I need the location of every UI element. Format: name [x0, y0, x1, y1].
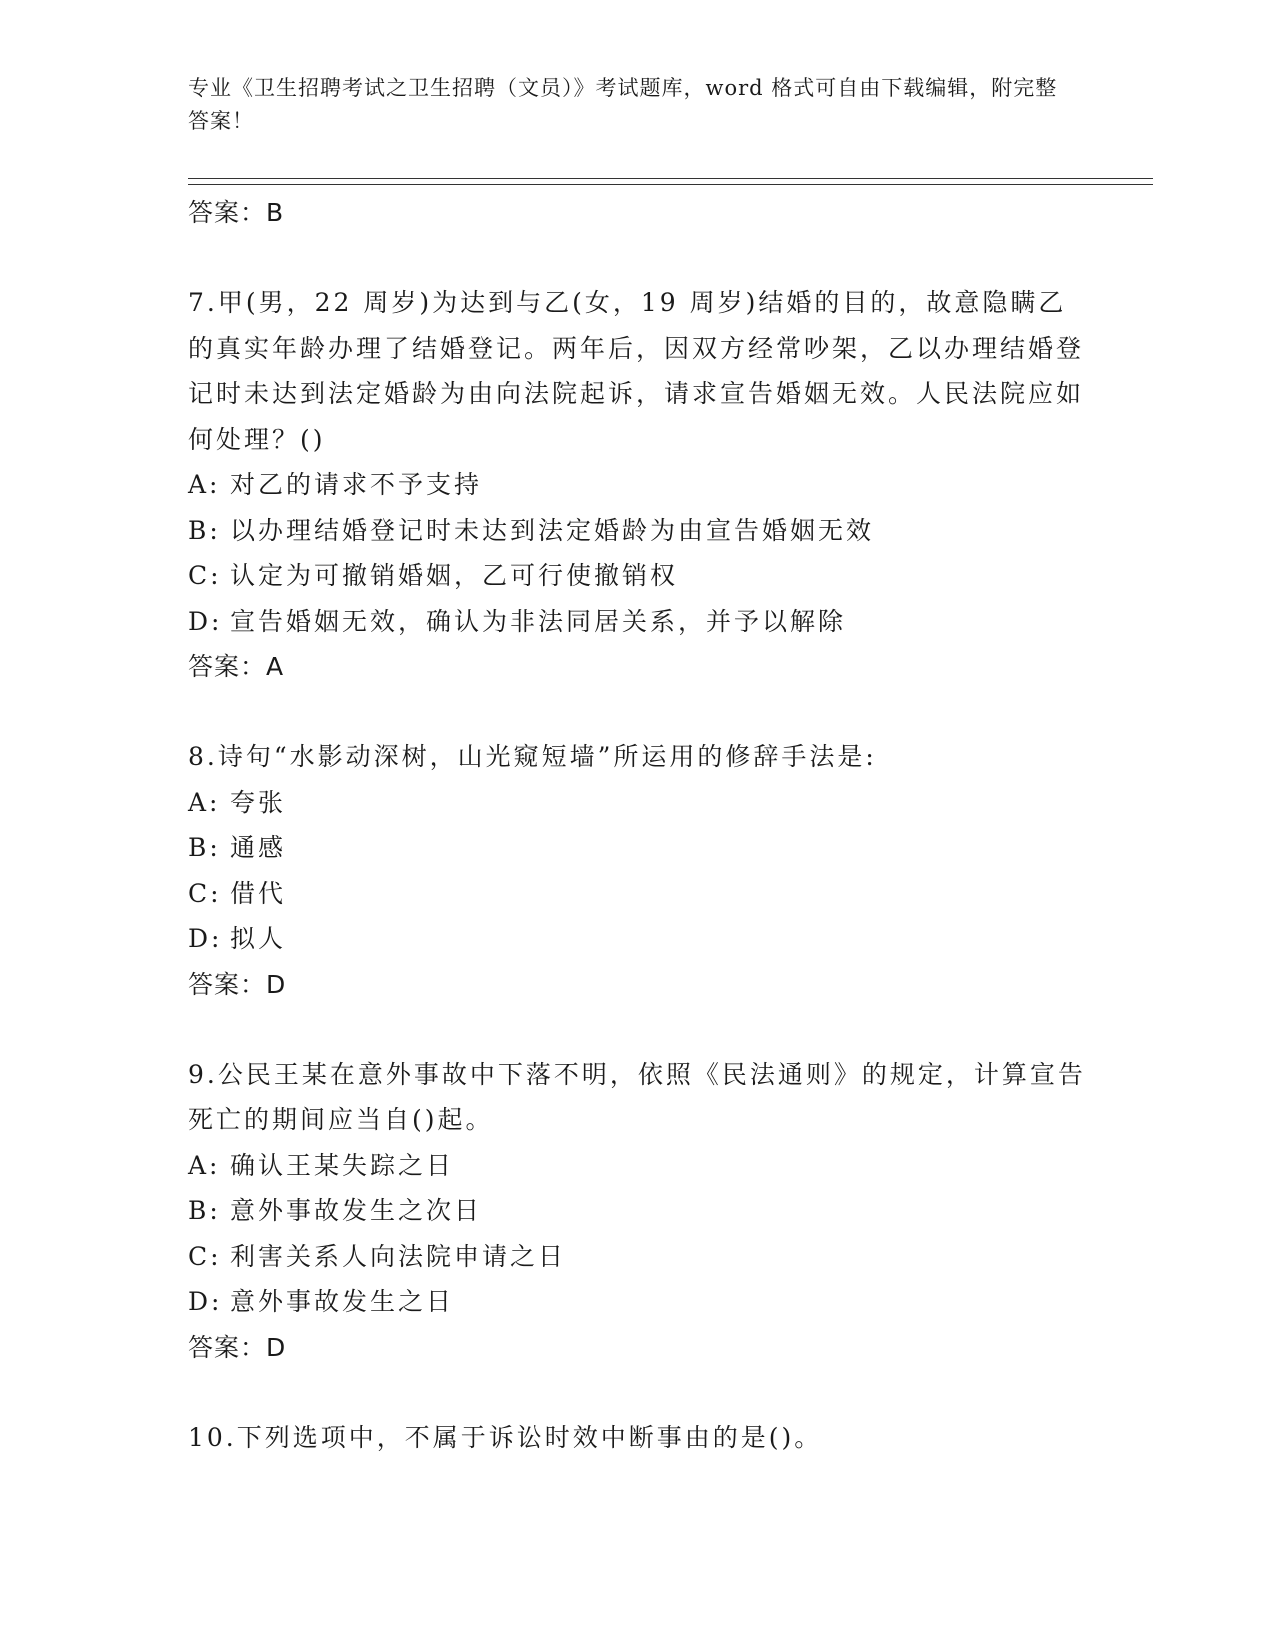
document-body	[188, 190, 1088, 1460]
option-key: A:	[188, 470, 221, 499]
option-key: C:	[188, 878, 222, 908]
option-key: B:	[188, 515, 221, 545]
answer-line: 答案：B	[188, 198, 285, 227]
question-10	[188, 1415, 1088, 1461]
question-text: 10.下列选项中，不属于诉讼时效中断事由的是()。	[188, 1422, 823, 1452]
page-header: 专业《卫生招聘考试之卫生招聘（文员）》考试题库，word 格式可自由下载编辑，附完整答案！	[188, 76, 1058, 133]
option-key: A:	[188, 787, 221, 817]
option-text: 确认王某失踪之日	[230, 1150, 455, 1180]
option-a	[188, 780, 1088, 826]
option-key: B:	[188, 1196, 221, 1225]
option-text: 夸张	[230, 787, 287, 817]
option-key: C:	[188, 1241, 222, 1271]
option-d	[188, 599, 1088, 645]
question-8	[188, 734, 1088, 1008]
option-d	[188, 1279, 1088, 1325]
option-text: 宣告婚姻无效，确认为非法同居关系，并予以解除	[230, 606, 847, 636]
option-b	[188, 825, 1088, 871]
option-key: C:	[188, 561, 222, 590]
option-c	[188, 871, 1088, 917]
option-text: 借代	[230, 878, 287, 908]
option-d	[188, 916, 1088, 962]
answer-line: 答案：D	[188, 1332, 287, 1362]
option-key: D:	[188, 1287, 223, 1316]
option-text: 认定为可撤销婚姻，乙可行使撤销权	[230, 561, 679, 590]
option-a	[188, 1143, 1088, 1189]
option-a	[188, 462, 1088, 508]
option-text: 意外事故发生之次日	[230, 1196, 483, 1225]
option-key: D:	[188, 924, 223, 953]
option-text: 拟人	[230, 924, 287, 953]
question-text: 7.甲(男，22 周岁)为达到与乙(女，19 周岁)结婚的目的，故意隐瞒乙的真实年龄办理了结婚登记。两年后，因双方经常吵架，乙以办理结婚登记时未达到法定婚龄为由向法院起诉，请求宣告婚姻无效。人民法院应如何处理？()	[188, 288, 1085, 454]
option-c	[188, 553, 1088, 599]
answer-line: 答案：D	[188, 969, 287, 999]
option-text: 对乙的请求不予支持	[230, 470, 483, 499]
option-key: A:	[188, 1150, 221, 1180]
option-text: 意外事故发生之日	[230, 1287, 455, 1316]
option-key: D:	[188, 606, 223, 636]
option-c	[188, 1234, 1088, 1280]
option-text: 以办理结婚登记时未达到法定婚龄为由宣告婚姻无效	[230, 515, 875, 545]
option-text: 利害关系人向法院申请之日	[230, 1241, 567, 1271]
option-key: B:	[188, 833, 221, 862]
question-9	[188, 1052, 1088, 1371]
option-b	[188, 1188, 1088, 1234]
option-text: 通感	[230, 833, 287, 862]
answer-line: 答案：A	[188, 652, 285, 681]
question-7	[188, 280, 1088, 690]
question-text: 9.公民王某在意外事故中下落不明，依照《民法通则》的规定，计算宣告死亡的期间应当自()起。	[188, 1059, 1086, 1134]
question-text: 8.诗句“水影动深树，山光窥短墙”所运用的修辞手法是:	[188, 742, 877, 771]
header-divider	[188, 178, 1153, 185]
option-b	[188, 508, 1088, 554]
